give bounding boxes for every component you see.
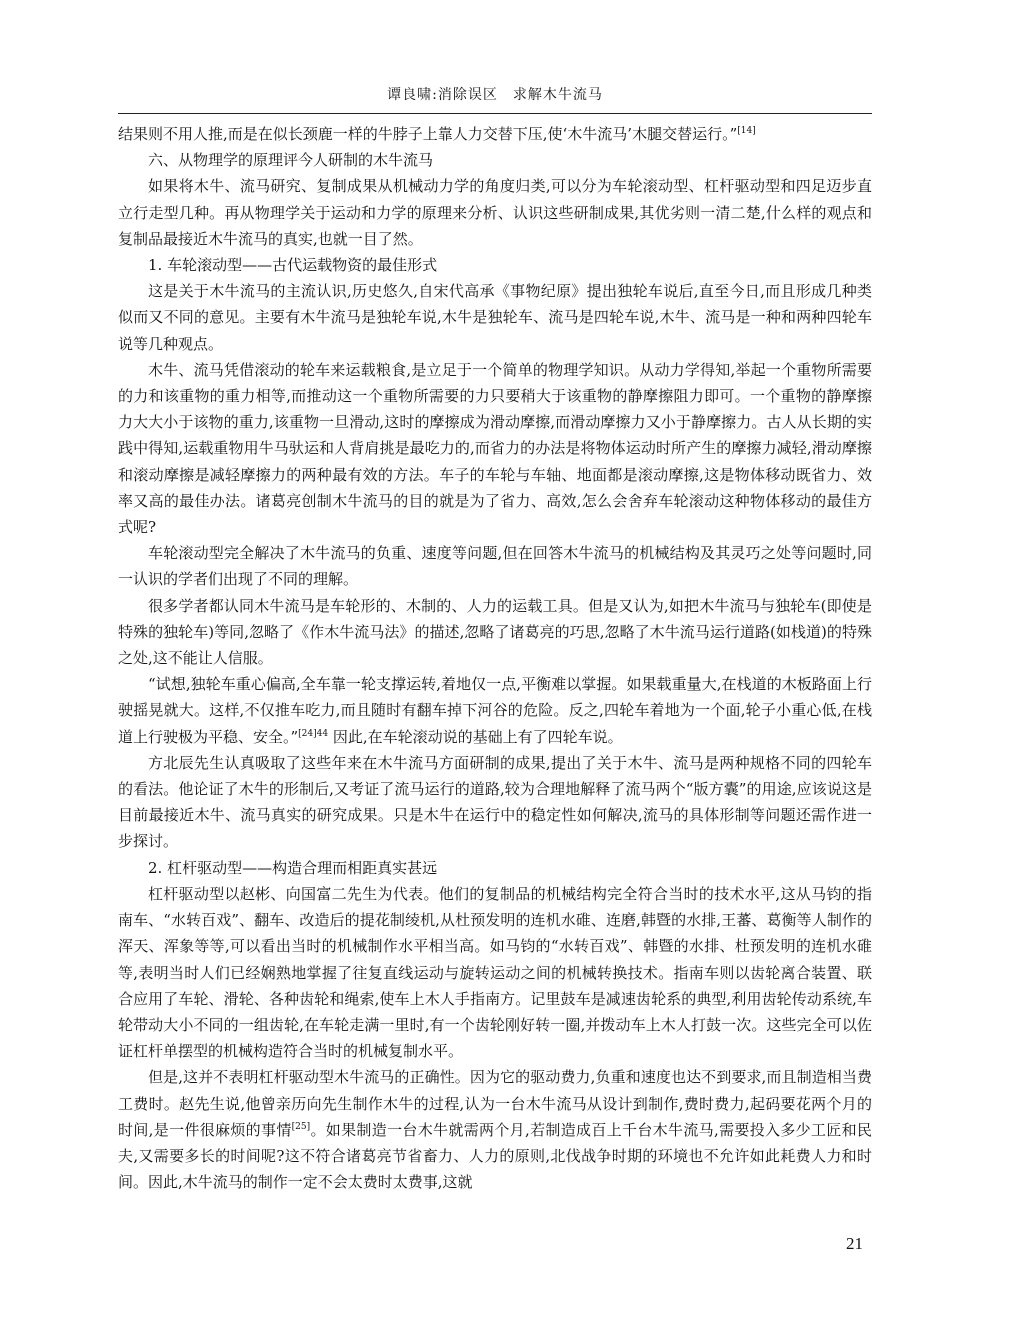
running-title: 谭良啸:消除误区 求解木牛流马 [387,87,603,103]
citation-ref: [14] [737,126,756,136]
paragraph: 车轮滚动型完全解决了木牛流马的负重、速度等问题,但在回答木牛流马的机械结构及其灵巧之处等问题时,同一认识的学者们出现了不同的理解。 [118,544,872,589]
header-rule [118,113,872,114]
paragraph: 但是,这并不表明杠杆驱动型木牛流马的正确性。因为它的驱动费力,负重和速度也达不到要求,而且制造相当费工费时。赵先生说,他曾亲历向先生制作木牛的过程,认为一台木牛流马从设计到制作,费时费力,起码要花两个月的时间,是一件很麻烦的事情[25]。如果制造一台木牛就需两个月,若制造成百上千台木牛流马,需要投入多少工匠和民夫,又需要多长的时间呢?这不符合诸葛亮节省畜力、人力的原则,北伐战争时期的环境也不允许如此耗费人力和时间。因此,木牛流马的制作一定不会太费时太费事,这就 [118,1068,872,1192]
paragraph: 木牛、流马凭借滚动的轮车来运载粮食,是立足于一个简单的物理学知识。从动力学得知,举起一个重物所需要的力和该重物的重力相等,而推动这一个重物所需要的力只要稍大于该重物的静摩擦阻力即可。一个重物的静摩擦力大大小于该物的重力,该重物一旦滑动,这时的摩擦成为滑动摩擦,而滑动摩擦力又小于静摩擦力。古人从长期的实践中得知,运载重物用牛马驮运和人背肩挑是最吃力的,而省力的办法是将物体运动时所产生的摩擦力减轻,滑动摩擦和滚动摩擦是减轻摩擦力的两种最有效的方法。车子的车轮与车轴、地面都是滚动摩擦,这是物体移动既省力、效率又高的最佳办法。诸葛亮创制木牛流马的目的就是为了省力、高效,怎么会舍弃车轮滚动这种物体移动的最佳方式呢? [118,360,872,537]
paragraph: 方北辰先生认真吸取了这些年来在木牛流马方面研制的成果,提出了关于木牛、流马是两种规格不同的四轮车的看法。他论证了木牛的形制后,又考证了流马运行的道路,较为合理地解释了流马两个“版方囊”的用途,应该说这是目前最接近木牛、流马真实的研究成果。只是木牛在运行中的稳定性如何解决,流马的具体形制等问题还需作进一步探讨。 [118,753,872,851]
article-body [118,121,872,1195]
subsection-heading-1: 1. 车轮滚动型——古代运载物资的最佳形式 [148,256,438,275]
paragraph: 很多学者都认同木牛流马是车轮形的、木制的、人力的运载工具。但是又认为,如把木牛流马与独轮车(即使是特殊的独轮车)等同,忽略了《作木牛流马法》的描述,忽略了诸葛亮的巧思,忽略了木牛流马运行道路(如栈道)的特殊之处,这不能让人信服。 [118,596,872,668]
subsection-heading-2: 2. 杠杆驱动型——构造合理而相距真实甚远 [148,858,438,877]
citation-ref: [25] [291,1121,311,1132]
paragraph-quote: “试想,独轮车重心偏高,全车靠一轮支撑运转,着地仅一点,平衡难以掌握。如果载重量大,在栈道的木板路面上行驶摇晃就大。这样,不仅推车吃力,而且随时有翻车掉下河谷的危险。反之,四轮车着地为一个面,轮子小重心低,在栈道上行驶极为平稳、安全。”$^{[24]44}$ 因此,在车轮滚动说的基础上有了四轮车说。 [118,675,872,746]
paragraph: 如果将木牛、流马研究、复制成果从机械动力学的角度归类,可以分为车轮滚动型、杠杆驱动型和四足迈步直立行走型几种。再从物理学关于运动和力学的原理来分析、认识这些研制成果,其优劣则一清二楚,什么样的观点和复制品最接近木牛流马的真实,也就一目了然。 [118,177,872,248]
section-heading-6: 六、从物理学的原理评今人研制的木牛流马 [148,151,434,170]
paragraph: 杠杆驱动型以赵彬、向国富二先生为代表。他们的复制品的机械结构完全符合当时的技术水平,这从马钧的指南车、“水转百戏”、翻车、改造后的提花制绫机,从杜预发明的连机水碓、连磨,韩暨的水排,王蕃、葛衡等人制作的浑天、浑象等等,可以看出当时的机械制作水平相当高。如马钧的“水转百戏”、韩暨的水排、杜预发明的连机水碓等,表明当时人们已经娴熟地掌握了往复直线运动与旋转运动之间的机械转换技术。指南车则以齿轮离合装置、联合应用了车轮、滑轮、各种齿轮和绳索,使车上木人手指南方。记里鼓车是减速齿轮系的典型,利用齿轮传动系统,车轮带动大小不同的一组齿轮,在车轮走满一里时,有一个齿轮刚好转一圈,并拨动车上木人打鼓一次。这些完全可以佐证杠杆单摆型的机械构造符合当时的机械复制水平。 [118,884,872,1061]
citation-ref: [24]44 [298,728,329,739]
paragraph-continuation: 结果则不用人推,而是在似长颈鹿一样的牛脖子上靠人力交替下压,使‘木牛流马’木腿交替运行。”[14] [118,125,756,143]
paragraph: 这是关于木牛流马的主流认识,历史悠久,自宋代高承《事物纪原》提出独轮车说后,直至今日,而且形成几种类似而又不同的意见。主要有木牛流马是独轮车说,木牛是独轮车、流马是四轮车说,木牛、流马是一种和两种四轮车说等几种观点。 [118,282,872,353]
page-number: 21 [846,1234,863,1253]
